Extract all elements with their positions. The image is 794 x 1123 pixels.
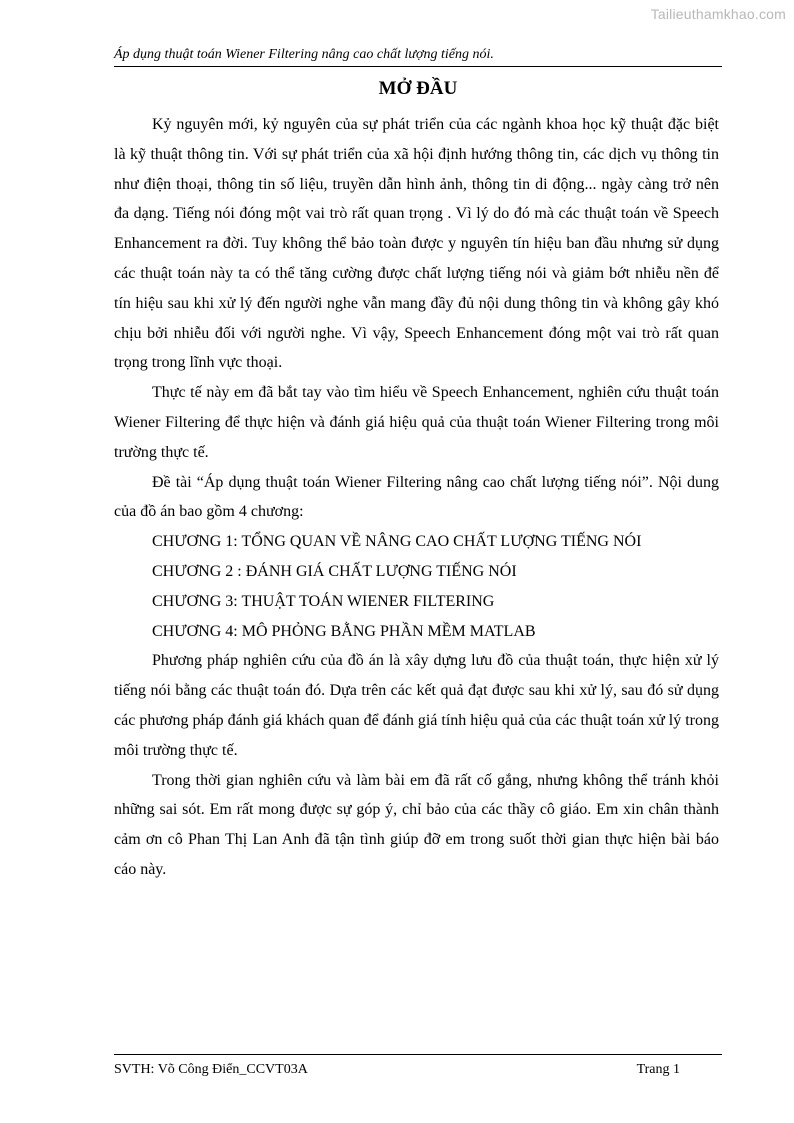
- document-body: [114, 110, 719, 885]
- footer-author: SVTH: Võ Công Điển_CCVT03A: [114, 1062, 308, 1077]
- running-footer: [114, 1054, 722, 1079]
- paragraph: Kỷ nguyên mới, kỷ nguyên của sự phát triển của các ngành khoa học kỹ thuật đặc biệt là kỹ thuật thông tin. Với sự phát triển của xã hội định hướng thông tin, các dịch vụ thông tin như điện thoại, thông tin số liệu, truyền dẫn hình ảnh, thông tin di động... ngày càng trở nên đa dạng. Tiếng nói đóng một vai trò rất quan trọng . Vì lý do đó mà các thuật toán về Speech Enhancement ra đời. Tuy không thể bảo toàn được y nguyên tín hiệu ban đầu nhưng sử dụng các thuật toán này ta có thể tăng cường được chất lượng tiếng nói và giảm bớt nhiễu nền để tín hiệu sau khi xử lý đến người nghe vẫn mang đầy đủ nội dung thông tin và không gây khó chịu bởi nhiễu đối với người nghe. Vì vậy, Speech Enhancement đóng một vai trò rất quan trọng trong lĩnh vực thoại.: [114, 116, 719, 372]
- chapter-item: CHƯƠNG 2 : ĐÁNH GIÁ CHẤT LƯỢNG TIẾNG NÓI: [152, 562, 517, 580]
- chapter-item: CHƯƠNG 1: TỔNG QUAN VỀ NÂNG CAO CHẤT LƯỢNG TIẾNG NÓI: [152, 533, 642, 551]
- page-title: MỞ ĐẦU: [378, 78, 458, 99]
- watermark: Tailieuthamkhao.com: [650, 6, 786, 22]
- paragraph: Trong thời gian nghiên cứu và làm bài em đã rất cố gắng, nhưng không thể tránh khỏi những sai sót. Em rất mong được sự góp ý, chỉ bảo của các thầy cô giáo. Em xin chân thành cảm ơn cô Phan Thị Lan Anh đã tận tình giúp đỡ em trong suốt thời gian thực hiện bài báo cáo này.: [114, 771, 719, 878]
- paragraph: Thực tế này em đã bắt tay vào tìm hiểu về Speech Enhancement, nghiên cứu thuật toán Wiener Filtering để thực hiện và đánh giá hiệu quả của thuật toán Wiener Filtering trong môi trường thực tế.: [114, 384, 719, 461]
- chapter-item: CHƯƠNG 3: THUẬT TOÁN WIENER FILTERING: [152, 592, 495, 610]
- chapter-item: CHƯƠNG 4: MÔ PHỎNG BẰNG PHẦN MỀM MATLAB: [152, 622, 536, 640]
- page-number: Trang 1: [636, 1062, 680, 1077]
- paragraph: Đề tài “Áp dụng thuật toán Wiener Filtering nâng cao chất lượng tiếng nói”. Nội dung của đồ án bao gồm 4 chương:: [114, 473, 719, 521]
- paragraph: Phương pháp nghiên cứu của đồ án là xây dựng lưu đồ của thuật toán, thực hiện xử lý tiếng nói bằng các thuật toán đó. Dựa trên các kết quả đạt được sau khi xử lý, sau đó sử dụng các phương pháp đánh giá khách quan để đánh giá tính hiệu quả của các thuật toán xử lý trong môi trường thực tế.: [114, 652, 719, 759]
- running-header: Áp dụng thuật toán Wiener Filtering nâng cao chất lượng tiếng nói.: [114, 46, 722, 67]
